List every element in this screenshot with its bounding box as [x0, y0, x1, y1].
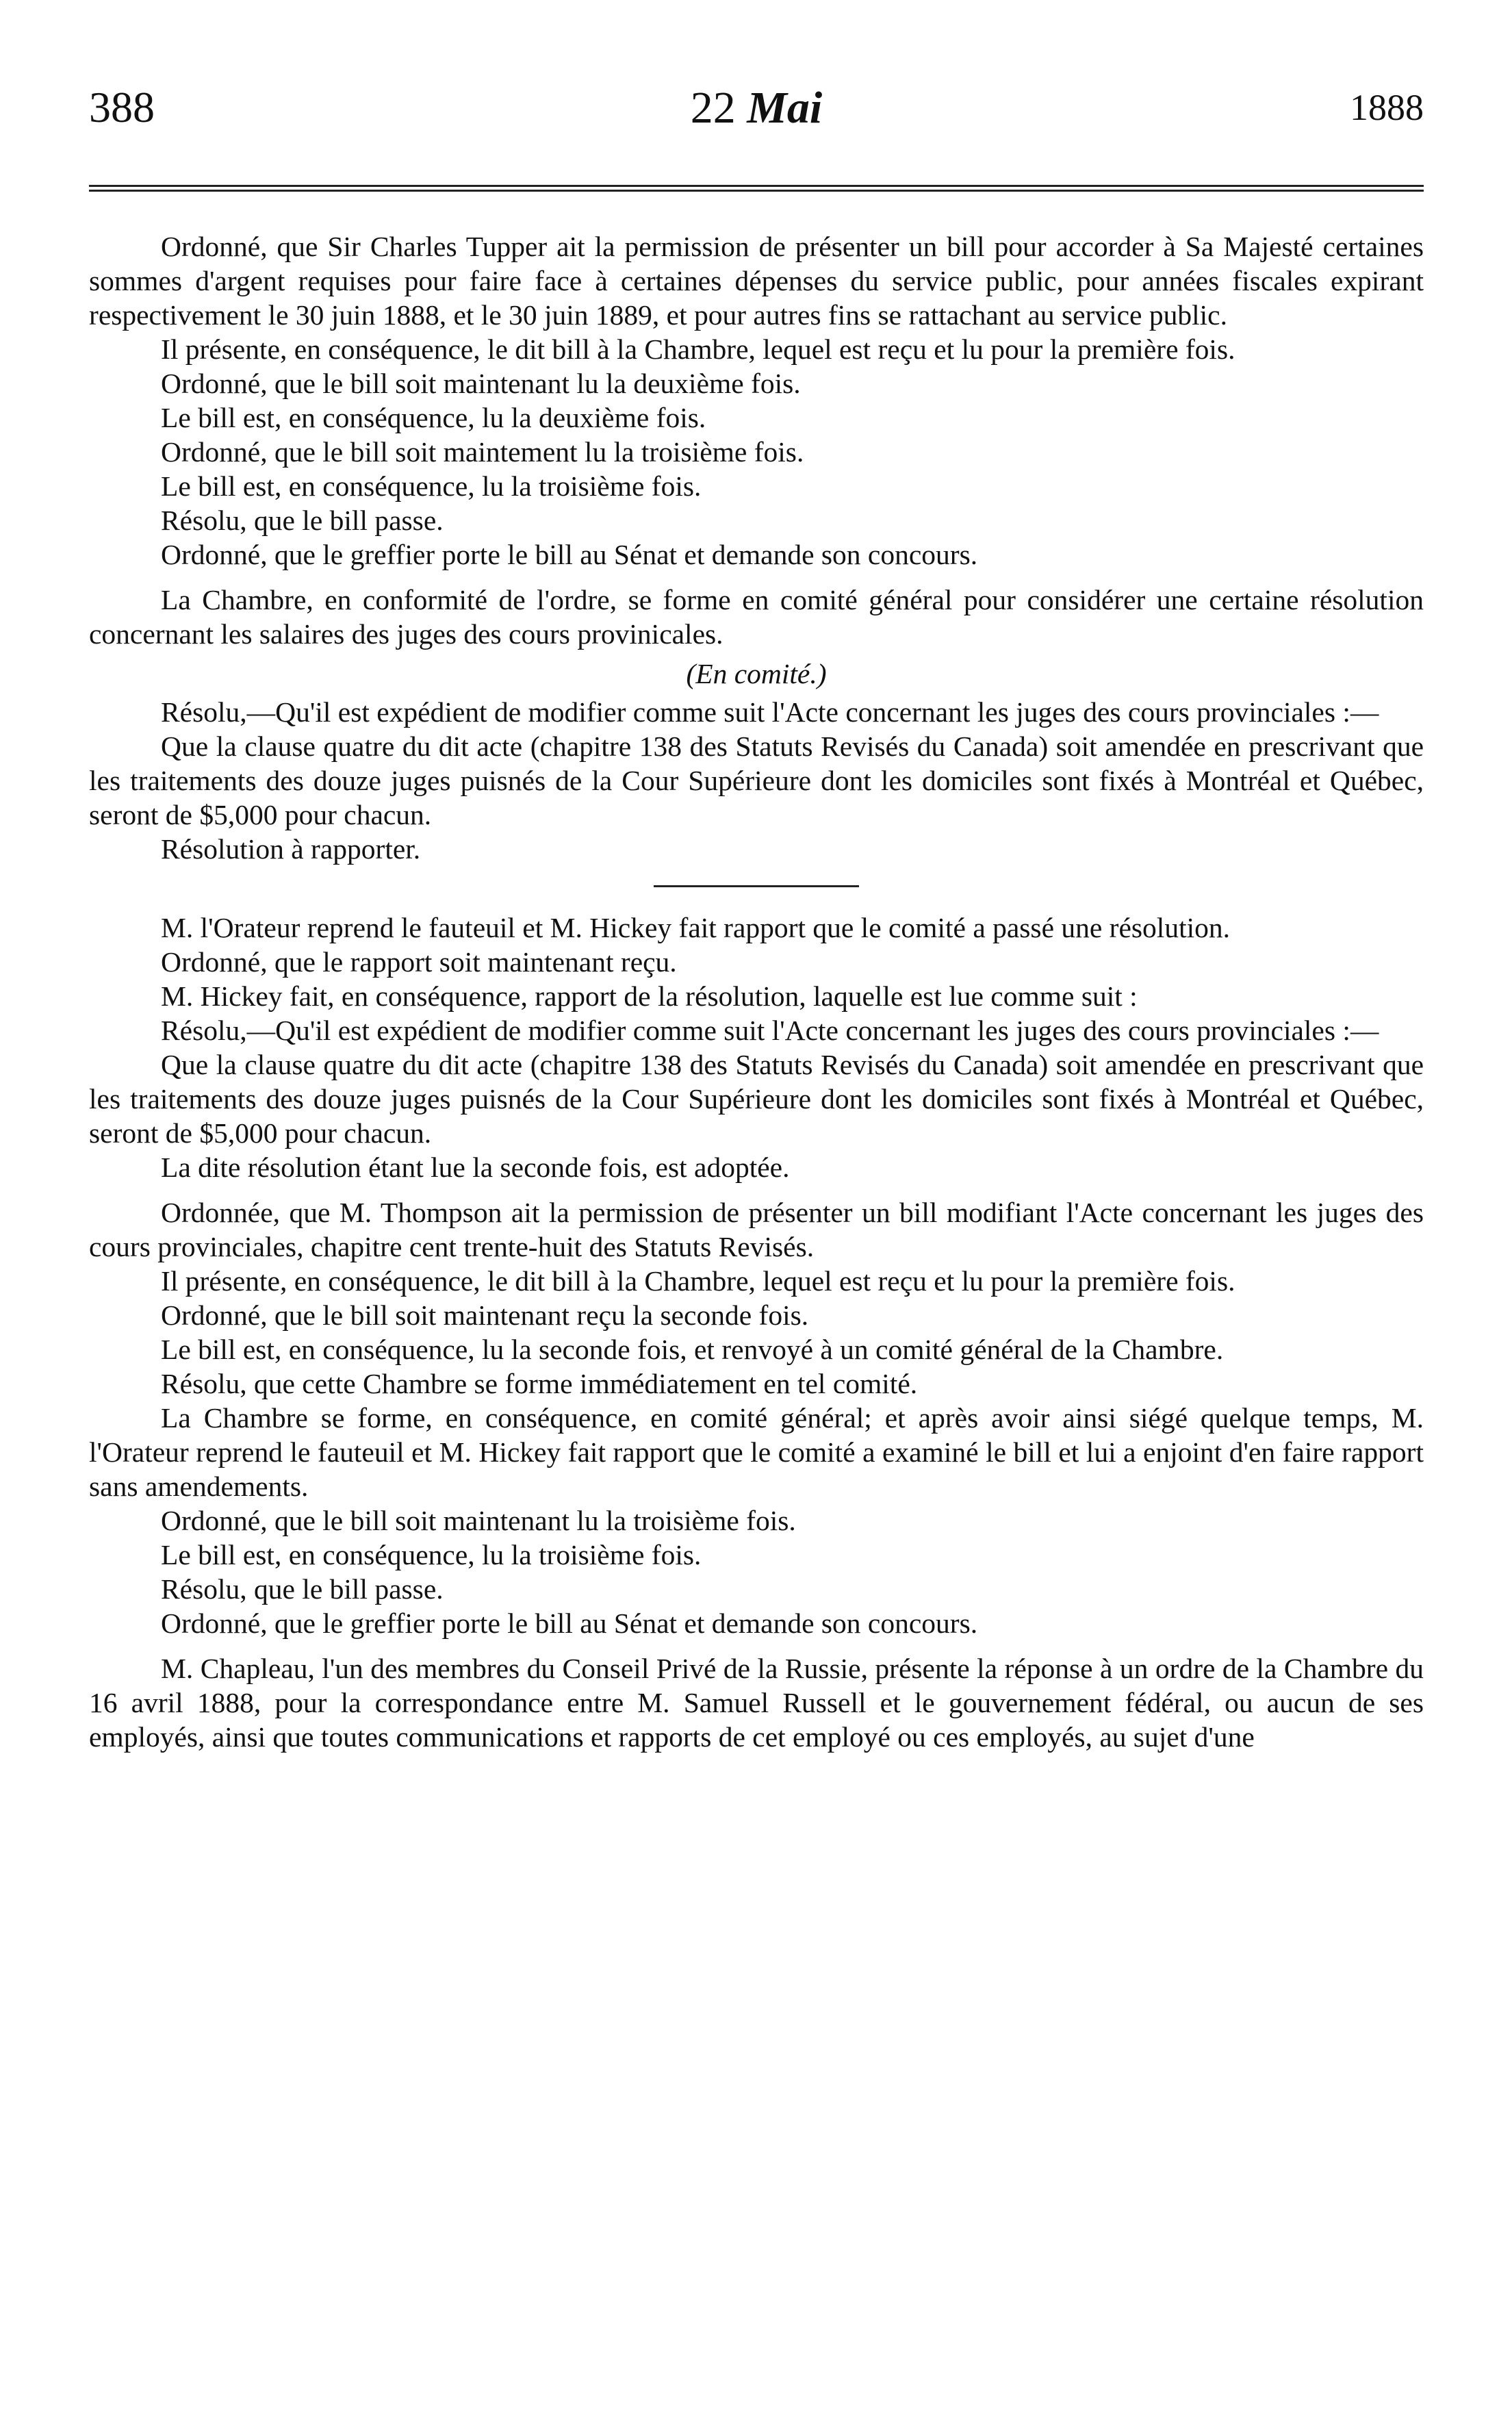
document-page	[89, 82, 1424, 1753]
paragraph: Ordonnée, que M. Thompson ait la permission de présenter un bill modifiant l'Acte concernant les juges des cours provinciales, chapitre cent trente-huit des Statuts Revisés.	[89, 1197, 1424, 1262]
paragraph: La Chambre se forme, en conséquence, en comité général; et après avoir ainsi siégé quelque temps, M. l'Orateur reprend le fauteuil et M. Hickey fait rapport que le comité a examiné le bill et lui a enjoint d'en faire rapport sans amendements.	[89, 1402, 1424, 1502]
paragraph: Ordonné, que le greffier porte le bill au Sénat et demande son concours.	[161, 1607, 978, 1639]
paragraph: Il présente, en conséquence, le dit bill à la Chambre, lequel est reçu et lu pour la première fois.	[161, 1265, 1235, 1297]
paragraph: Le bill est, en conséquence, lu la troisième fois.	[161, 1539, 702, 1570]
header-rule	[89, 185, 1424, 192]
paragraph: Le bill est, en conséquence, lu la troisième fois.	[161, 470, 702, 502]
paragraph: La Chambre, en conformité de l'ordre, se forme en comité général pour considérer une certaine résolution concernant les salaires des juges des cours provinicales.	[89, 584, 1424, 650]
paragraph: M. Chapleau, l'un des membres du Conseil Privé de la Russie, présente la réponse à un ordre de la Chambre du 16 avril 1888, pour la correspondance entre M. Samuel Russell et le gouvernement fédéral, ou aucun de ses employés, ainsi que toutes communications et rapports de cet employé ou ces employés, au sujet d'une	[89, 1653, 1424, 1753]
paragraph: Il présente, en conséquence, le dit bill à la Chambre, lequel est reçu et lu pour la première fois.	[161, 333, 1235, 365]
page-date	[89, 82, 1424, 134]
paragraph: Ordonné, que le rapport soit maintenant reçu.	[161, 946, 677, 978]
section-divider	[654, 885, 859, 887]
page-body	[89, 229, 1424, 1754]
paragraph: Résolution à rapporter.	[161, 833, 421, 865]
paragraph: Le bill est, en conséquence, lu la deuxième fois.	[161, 402, 706, 433]
paragraph: Ordonné, que le bill soit maintenant reçu la seconde fois.	[161, 1299, 809, 1331]
page-number: 388	[89, 83, 155, 131]
date-day: 22	[690, 83, 736, 133]
date-month: Mai	[747, 83, 823, 133]
paragraph: Que la clause quatre du dit acte (chapitre 138 des Statuts Revisés du Canada) soit amendée en prescrivant que les traitements des douze juges puisnés de la Cour Supérieure dont les domiciles sont fixés à Montréal et Québec, seront de $5,000 pour chacun.	[89, 1049, 1424, 1149]
paragraph: Résolu, que le bill passe.	[161, 505, 444, 536]
paragraph: Ordonné, que le bill soit maintement lu la troisième fois.	[161, 436, 804, 468]
paragraph: Résolu,—Qu'il est expédient de modifier comme suit l'Acte concernant les juges des cours provinciales :—	[161, 1015, 1379, 1046]
paragraph: Ordonné, que le bill soit maintenant lu la deuxième fois.	[161, 368, 801, 399]
section-heading: (En comité.)	[686, 658, 827, 689]
paragraph: Résolu,—Qu'il est expédient de modifier comme suit l'Acte concernant les juges des cours provinciales :—	[161, 696, 1379, 728]
page-year: 1888	[1350, 87, 1424, 128]
paragraph: Que la clause quatre du dit acte (chapitre 138 des Statuts Revisés du Canada) soit amendée en prescrivant que les traitements des douze juges puisnés de la Cour Supérieure dont les domiciles sont fixés à Montréal et Québec, seront de $5,000 pour chacun.	[89, 730, 1424, 830]
paragraph: Le bill est, en conséquence, lu la seconde fois, et renvoyé à un comité général de la Chambre.	[161, 1334, 1224, 1365]
paragraph: Résolu, que le bill passe.	[161, 1573, 444, 1605]
page-header	[89, 82, 1424, 157]
paragraph: M. Hickey fait, en conséquence, rapport de la résolution, laquelle est lue comme suit :	[161, 980, 1138, 1012]
paragraph: La dite résolution étant lue la seconde fois, est adoptée.	[161, 1152, 790, 1183]
paragraph: Ordonné, que le bill soit maintenant lu la troisième fois.	[161, 1505, 796, 1536]
paragraph: Ordonné, que le greffier porte le bill au Sénat et demande son concours.	[161, 539, 978, 570]
paragraph: M. l'Orateur reprend le fauteuil et M. Hickey fait rapport que le comité a passé une résolution.	[161, 912, 1231, 943]
paragraph: Résolu, que cette Chambre se forme immédiatement en tel comité.	[161, 1368, 918, 1399]
paragraph: Ordonné, que Sir Charles Tupper ait la permission de présenter un bill pour accorder à Sa Majesté certaines sommes d'argent requises pour faire face à certaines dépenses du service public, pour années fiscales expirant respectivement le 30 juin 1888, et le 30 juin 1889, et pour autres fins se rattachant au service public.	[89, 231, 1424, 331]
